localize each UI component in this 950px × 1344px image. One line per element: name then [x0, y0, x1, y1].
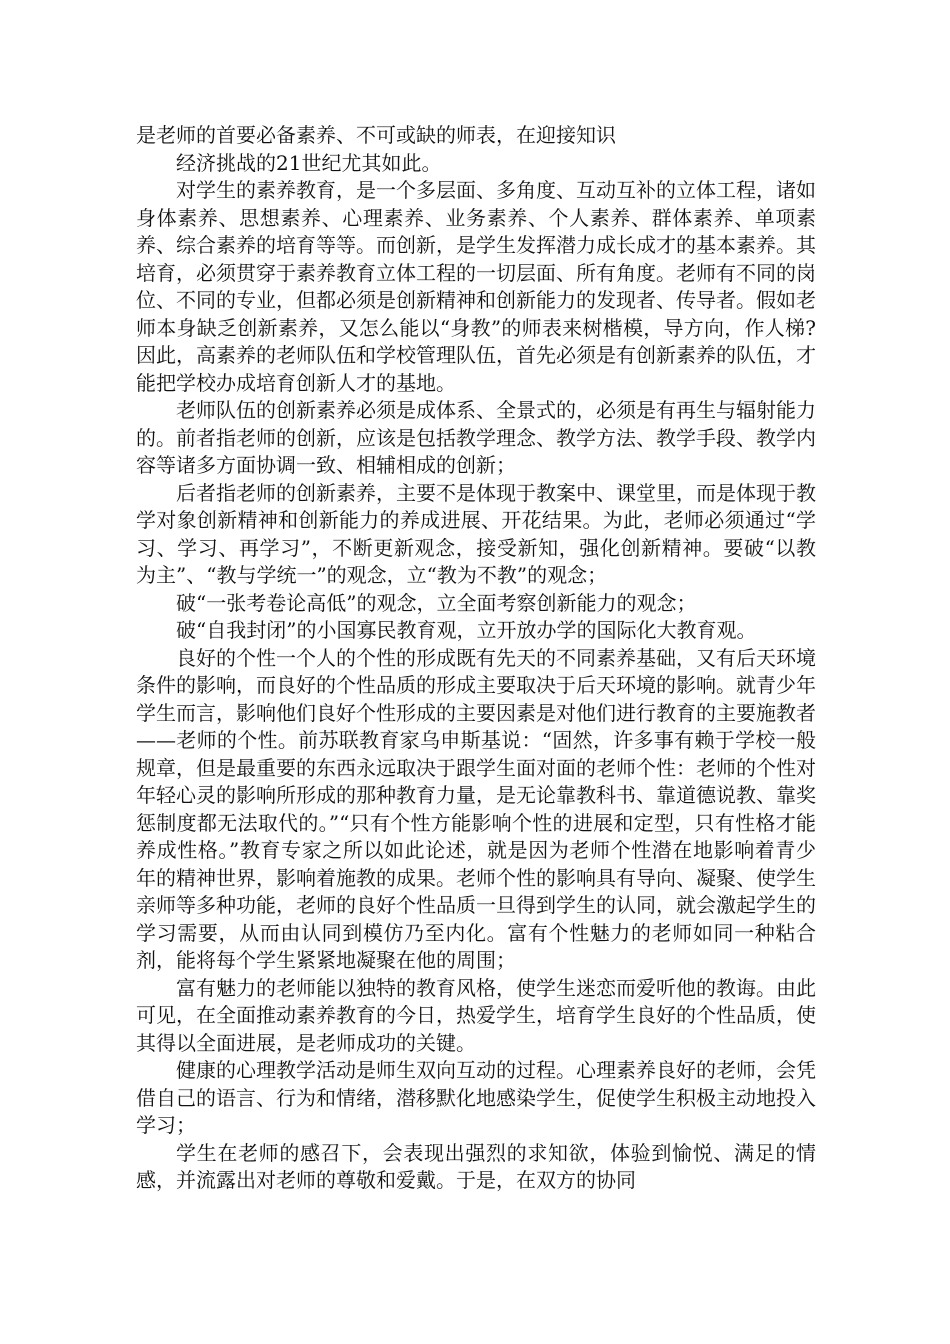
paragraph: 良好的个性一个人的个性的形成既有先天的不同素养基础，又有后天环境条件的影响，而良好的个性品质的形成主要取决于后天环境的影响。就青少年学生而言，影响他们良好个性形成的主要因素是对他们进行教育的主要施教者——老师的个性。前苏联教育家乌申斯基说：“固然，许多事有赖于学校一般规章，但是最重要的东西永远取决于跟学生面对面的老师个性：老师的个性对年轻心灵的影响所形成的那种教育力量，是无论靠教科书、靠道德说教、靠奖惩制度都无法取代的。”“只有个性方能影响个性的进展和定型，只有性格才能养成性格。”教育专家之所以如此论述，就是因为老师个性潜在地影响着青少年的精神世界，影响着施教的成果。老师个性的影响具有导向、凝聚、使学生亲师等多种功能，老师的良好个性品质一旦得到学生的认同，就会激起学生的学习需要，从而由认同到模仿乃至内化。富有个性魅力的老师如同一种粘合剂，能将每个学生紧紧地凝聚在他的周围； — [136, 645, 816, 972]
paragraph: 破“一张考卷论高低”的观念，立全面考察创新能力的观念； — [176, 590, 697, 615]
paragraph-continuation: 是老师的首要必备素养、不可或缺的师表，在迎接知识 — [136, 123, 616, 147]
paragraph: 对学生的素养教育，是一个多层面、多角度、互动互补的立体工程，诸如身体素养、思想素养、心理素养、业务素养、个人素养、群体素养、单项素养、综合素养的培育等等。而创新，是学生发挥潜力成长成才的基本素养。其培育，必须贯穿于素养教育立体工程的一切层面、所有角度。老师有不同的岗位、不同的专业，但都必须是创新精神和创新能力的发现者、传导者。假如老师本身缺乏创新素养，又怎么能以“身教”的师表来树楷模，导方向，作人梯?因此，高素养的老师队伍和学校管理队伍，首先必须是有创新素养的队伍，才能把学校办成培育创新人才的基地。 — [136, 178, 816, 395]
paragraph: 后者指老师的创新素养，主要不是体现于教案中、课堂里，而是体现于教学对象创新精神和创新能力的养成进展、开花结果。为此，老师必须通过“学习、学习、再学习”，不断更新观念，接受新知，强化创新精神。要破“以教为主”、“教与学统一”的观念，立“教为不教”的观念； — [136, 480, 816, 587]
document-page — [136, 122, 816, 1195]
paragraph: 老师队伍的创新素养必须是成体系、全景式的，必须是有再生与辐射能力的。前者指老师的创新，应该是包括教学理念、教学方法、教学手段、教学内容等诸多方面协调一致、相辅相成的创新； — [136, 398, 816, 477]
paragraph: 健康的心理教学活动是师生双向互动的过程。心理素养良好的老师，会凭借自己的语言、行为和情绪，潜移默化地感染学生，促使学生积极主动地投入学习； — [136, 1058, 816, 1137]
paragraph: 破“自我封闭”的小国寡民教育观，立开放办学的国际化大教育观。 — [176, 618, 757, 642]
paragraph: 富有魅力的老师能以独特的教育风格，使学生迷恋而爱听他的教诲。由此可见，在全面推动素养教育的今日，热爱学生，培育学生良好的个性品质，使其得以全面进展，是老师成功的关键。 — [136, 975, 816, 1055]
paragraph: 学生在老师的感召下，会表现出强烈的求知欲，体验到愉悦、满足的情感，并流露出对老师的尊敬和爱戴。于是，在双方的协同 — [136, 1140, 816, 1192]
paragraph: 经济挑战的21世纪尤其如此。 — [176, 150, 442, 175]
